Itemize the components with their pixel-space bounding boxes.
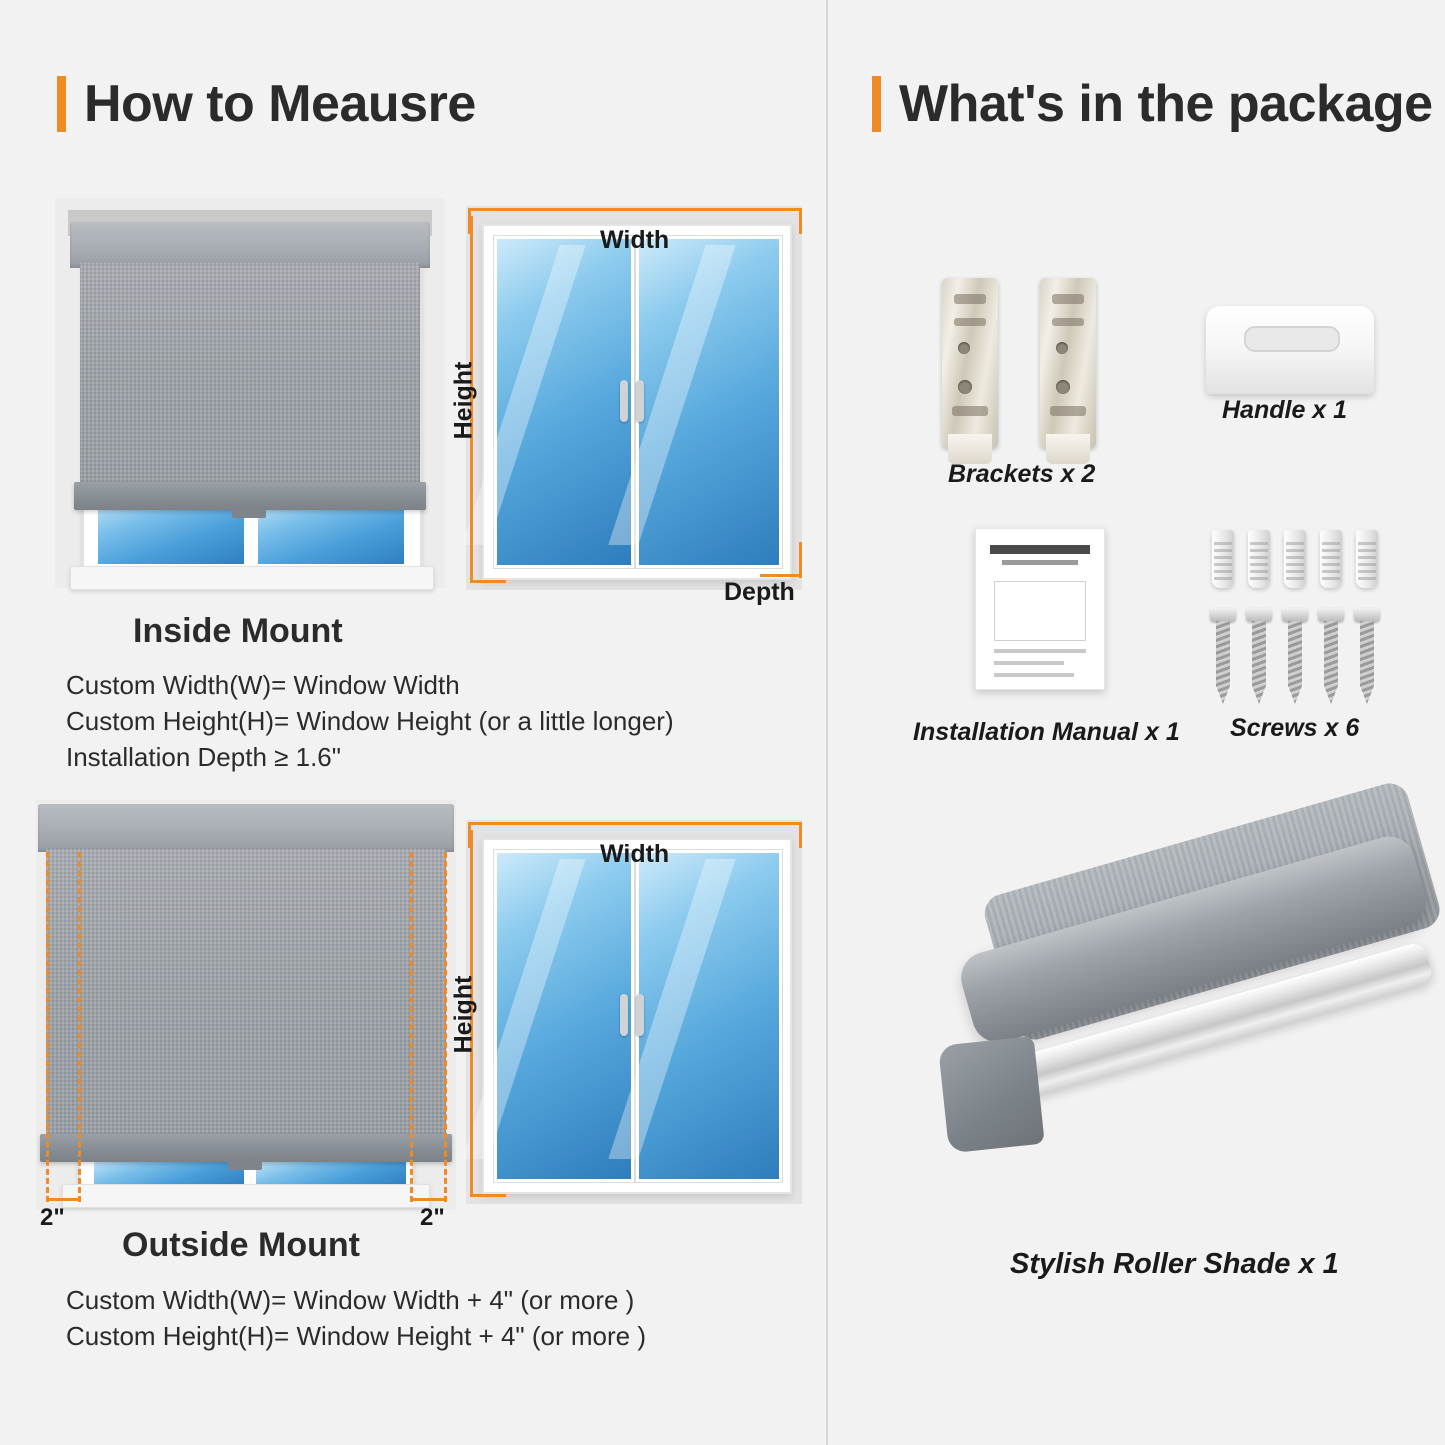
heading-accent-bar [57,76,66,132]
screw [1358,608,1376,704]
window-sill [70,566,434,590]
column-divider [826,0,828,1445]
manual-text-line [994,649,1086,653]
handle-grip [1244,326,1340,352]
height-label: Height [449,975,478,1054]
manual-subtitle-bar [1002,560,1078,565]
wall-anchor [1212,530,1234,588]
shade-pull-tab [228,1158,262,1170]
depth-mark-cap [799,542,802,578]
window-sash-left [494,850,634,1182]
screw [1214,608,1232,704]
window-sill [62,1184,430,1208]
width-mark [468,822,802,825]
inside-mount-line-1: Custom Width(W)= Window Width [66,670,460,700]
height-mark-cap-bottom [470,580,506,583]
screw [1322,608,1340,704]
wall-anchor [1356,530,1378,588]
heading-accent-bar [872,76,881,132]
wall-anchor [1320,530,1342,588]
wall-anchor [1248,530,1270,588]
depth-label: Depth [724,578,795,606]
manual-text-line [994,673,1074,677]
left-overhang-mark [46,1198,80,1201]
inside-mount-title: Inside Mount [133,612,343,650]
bracket-2 [1040,278,1096,448]
outside-mount-line-2: Custom Height(H)= Window Height + 4" (or more ) [66,1321,646,1351]
shade-fabric [46,848,446,1136]
left-heading [57,74,476,134]
manual-figure-box [994,581,1086,641]
shade-pull-tab [232,506,266,518]
inside-mount-line-2: Custom Height(H)= Window Height (or a little longer) [66,706,674,736]
window-handle-left [620,380,628,422]
right-heading [872,74,1433,134]
roller-shade-caption: Stylish Roller Shade x 1 [1010,1248,1339,1280]
screw [1250,608,1268,704]
window-left-edge-guide [78,852,81,1202]
height-label: Height [449,361,478,440]
window-sash-right [636,850,782,1182]
right-overhang-guide [444,852,447,1202]
left-overhang-guide [46,852,49,1202]
roller-shade-endcap [938,1036,1045,1153]
width-label: Width [600,840,670,868]
wall-anchor [1284,530,1306,588]
installation-manual [975,528,1105,690]
window-right-edge-guide [410,852,413,1202]
manual-caption: Installation Manual x 1 [913,718,1180,746]
screw [1286,608,1304,704]
width-mark-cap-right [799,208,802,234]
window-handle-right [636,994,644,1036]
window-sash-right [636,236,782,568]
handle-caption: Handle x 1 [1222,396,1348,424]
outside-mount-line-1: Custom Width(W)= Window Width + 4" (or more ) [66,1285,635,1315]
right-overhang-mark [410,1198,446,1201]
right-heading-text: What's in the package [899,75,1433,133]
shade-headrail [38,804,454,852]
right-overhang-label: 2" [420,1204,445,1231]
depth-mark [760,574,802,577]
manual-title-bar [990,545,1090,554]
inside-mount-line-3: Installation Depth ≥ 1.6" [66,742,341,772]
window-sash-left [494,236,634,568]
window-handle-right [636,380,644,422]
left-overhang-label: 2" [40,1204,65,1231]
screws-caption: Screws x 6 [1230,714,1360,742]
handle-part [1206,306,1374,394]
height-mark-cap-bottom [470,1194,506,1197]
manual-text-line [994,661,1064,665]
left-heading-text: How to Meausre [84,75,476,133]
width-label: Width [600,226,670,254]
width-mark [468,208,802,211]
window-handle-left [620,994,628,1036]
brackets-caption: Brackets x 2 [948,460,1096,488]
bracket-1 [942,278,998,448]
outside-mount-title: Outside Mount [122,1226,360,1264]
shade-fabric [80,262,420,484]
width-mark-cap-right [799,822,802,848]
